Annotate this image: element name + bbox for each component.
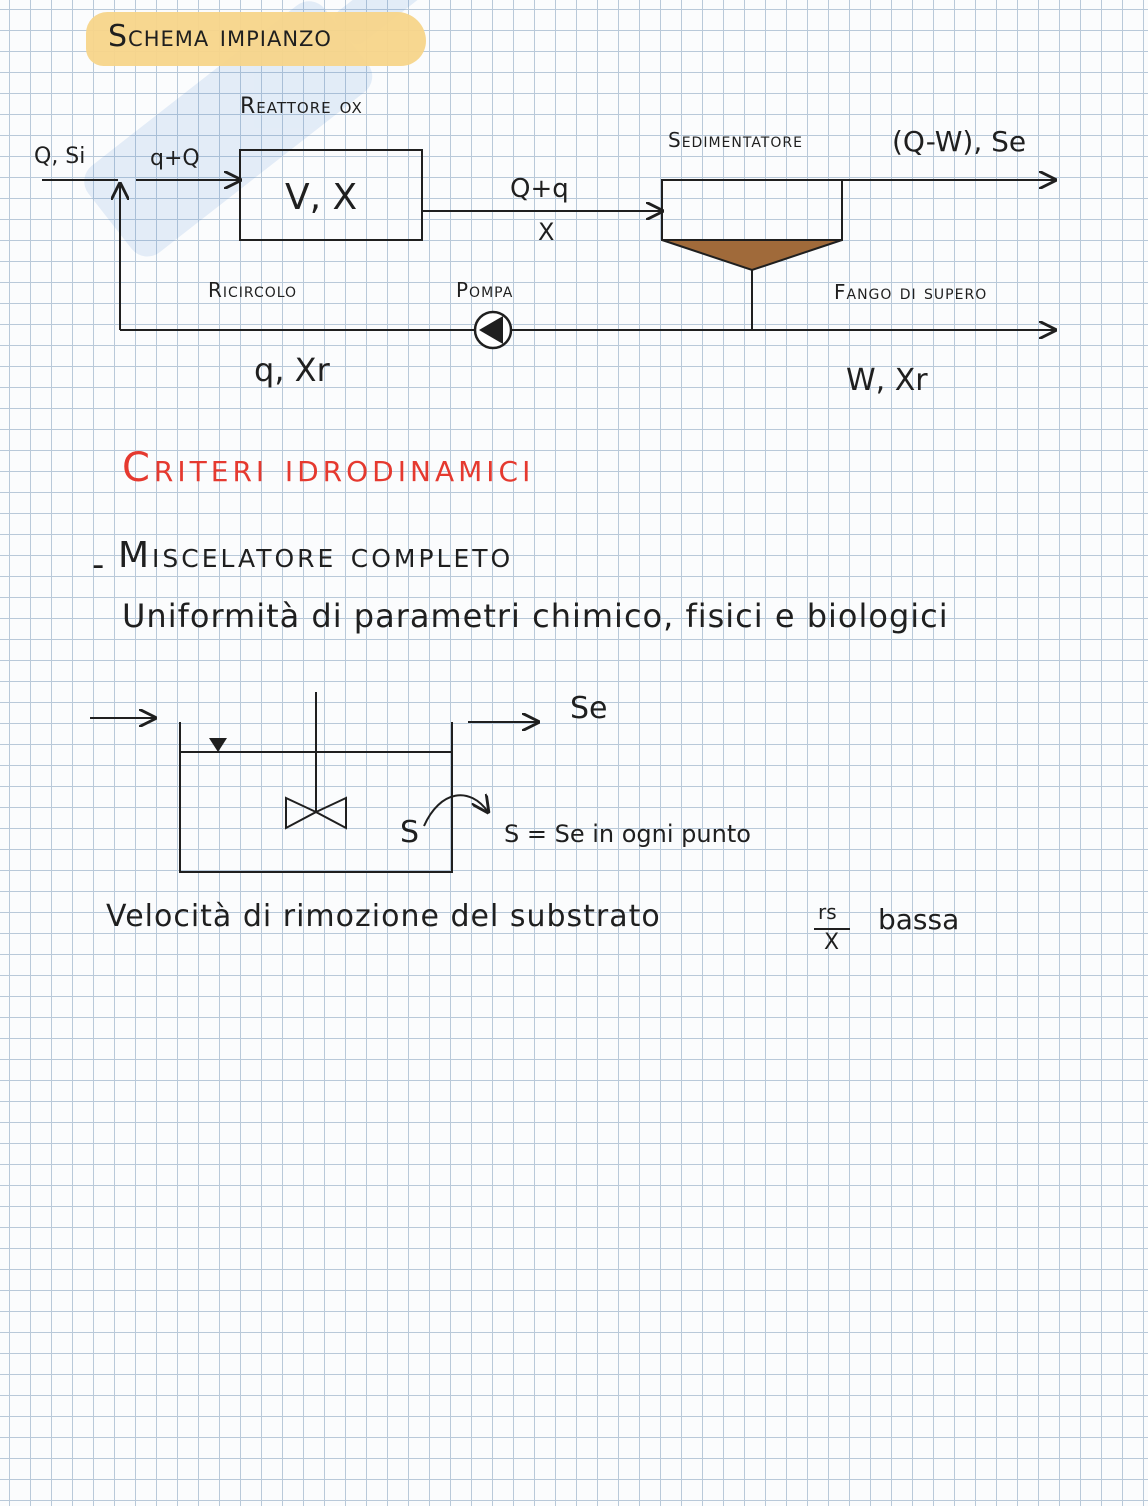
mixer-condition: S = Se in ogni punto	[504, 820, 751, 848]
settler-sludge-cone	[662, 240, 842, 270]
reactor-outflow-label: Q+q	[510, 174, 569, 204]
rate-text: Velocità di rimozione del substrato	[106, 899, 661, 934]
settler-box	[662, 180, 842, 240]
section-title: Criteri idrodinamici	[122, 445, 535, 491]
subsection-bullet: -	[92, 545, 105, 585]
reactor-outflow-biomass: X	[538, 218, 555, 246]
settler-label: Sedimentatore	[668, 128, 803, 152]
subsection-description: Uniformità di parametri chimico, fisici e biologici	[122, 597, 949, 635]
rate-qualifier: bassa	[878, 903, 960, 936]
condition-curve-arrow	[424, 795, 488, 826]
impeller-left-icon	[286, 798, 316, 828]
recycled-flow-label: q+Q	[150, 146, 200, 171]
inlet-label: Q, Si	[34, 144, 86, 169]
rate-denominator: X	[824, 930, 840, 955]
recycle-values-label: q, Xr	[254, 351, 330, 389]
reactor-inner-label: V, X	[285, 177, 358, 218]
pump-label: Pompa	[456, 278, 514, 302]
effluent-label: (Q-W), Se	[892, 125, 1027, 158]
rate-numerator: rs	[818, 900, 837, 924]
sludge-label: Fango di supero	[834, 280, 988, 304]
recycle-label: Ricircolo	[208, 278, 298, 302]
page-title: Schema impianzo	[108, 19, 332, 54]
reactor-label: Reattore ox	[240, 94, 363, 119]
impeller-right-icon	[316, 798, 346, 828]
subsection-title: Miscelatore completo	[118, 535, 514, 576]
mixer-outlet-label: Se	[570, 691, 608, 726]
mixer-tank-label: S	[400, 815, 420, 850]
sludge-values-label: W, Xr	[846, 363, 928, 398]
water-level-icon	[209, 738, 227, 752]
